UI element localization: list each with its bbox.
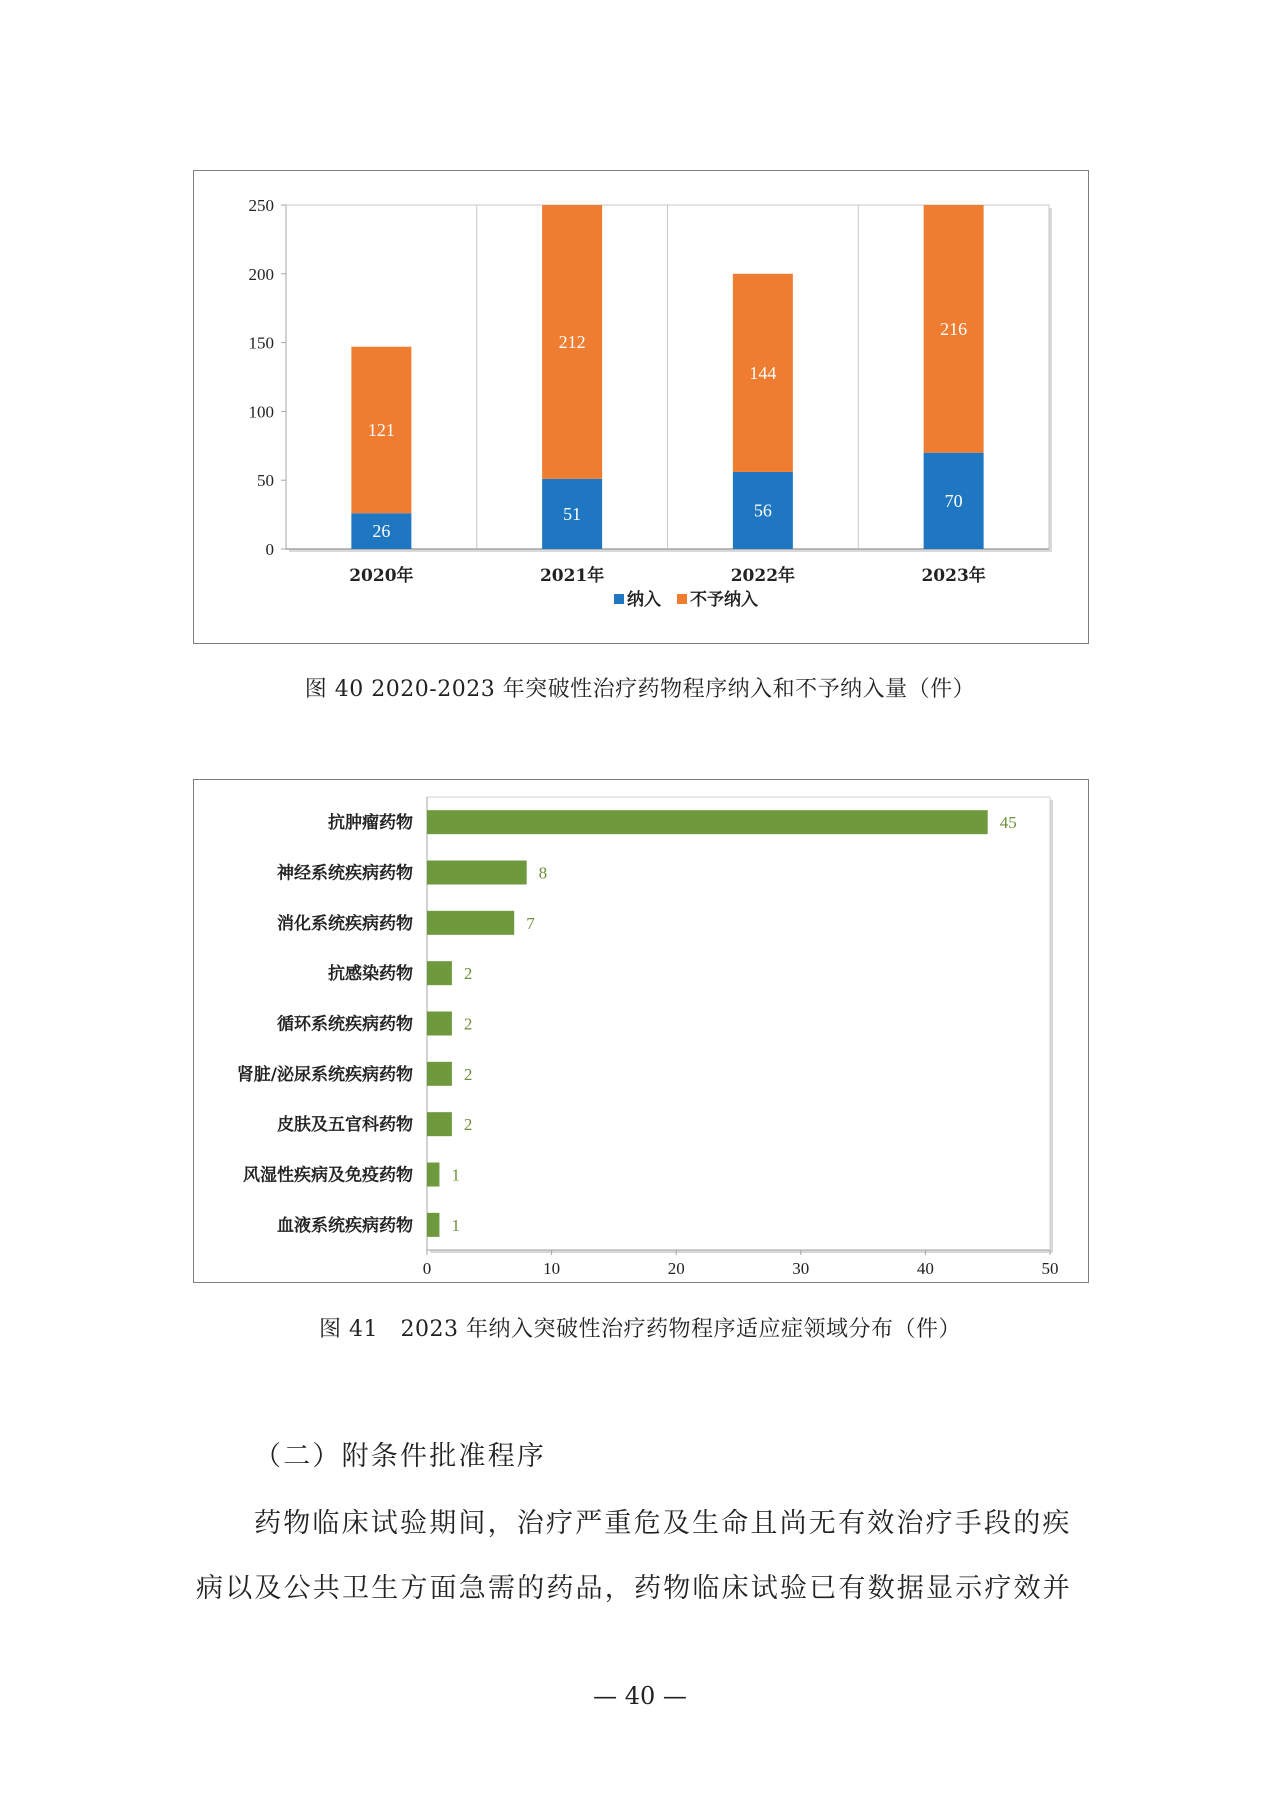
y-tick-label: 0 [265, 540, 274, 559]
data-label: 212 [558, 331, 586, 352]
category-label: 风湿性疾病及免疫药物 [243, 1165, 413, 1186]
category-label: 皮肤及五官科药物 [277, 1115, 413, 1136]
data-label: 8 [538, 863, 548, 883]
data-label: 45 [999, 813, 1017, 833]
bar [427, 961, 452, 985]
category-label: 神经系统疾病药物 [277, 863, 413, 884]
x-tick-label: 40 [916, 1259, 934, 1278]
stacked-bar-chart-box [193, 170, 1089, 644]
category-label: 循环系统疾病药物 [277, 1014, 413, 1035]
data-label: 1 [451, 1215, 460, 1235]
y-tick-label: 250 [248, 196, 274, 215]
category-label: 血液系统疾病药物 [277, 1215, 413, 1236]
x-tick-label: 0 [422, 1259, 432, 1278]
data-label: 2 [463, 964, 473, 984]
x-tick-label: 10 [543, 1259, 561, 1278]
data-label: 56 [753, 500, 772, 521]
data-label: 144 [749, 362, 777, 383]
horizontal-bar-chart [194, 780, 1087, 1281]
category-label: 肾脏/泌尿系统疾病药物 [236, 1064, 413, 1085]
figure-41-caption: 图 41 2023 年纳入突破性治疗药物程序适应症领域分布（件） [319, 1317, 961, 1342]
legend-label-not-included: 不予纳入 [690, 590, 758, 610]
y-tick-label: 100 [248, 402, 274, 422]
data-label: 1 [451, 1165, 460, 1185]
bar [427, 1062, 452, 1086]
section-heading: （二）附条件批准程序 [254, 1441, 546, 1472]
data-label: 2 [463, 1014, 473, 1034]
y-tick-label: 50 [257, 471, 274, 491]
legend-swatch-included [614, 594, 624, 604]
category-label: 抗感染药物 [328, 964, 413, 985]
bar [427, 1012, 452, 1036]
x-tick-label: 50 [1041, 1259, 1059, 1278]
stacked-bar-chart [194, 171, 1087, 642]
x-category-label: 2020年 [349, 566, 414, 586]
data-label: 51 [563, 503, 582, 524]
category-label: 抗肿瘤药物 [328, 813, 413, 834]
data-label: 70 [944, 490, 963, 511]
paragraph-line-1: 药物临床试验期间，治疗严重危及生命且尚无有效治疗手段的疾 [254, 1508, 1072, 1539]
horizontal-bar-chart-box [193, 779, 1089, 1283]
y-tick-label: 200 [248, 264, 274, 284]
legend-label-included: 纳入 [627, 590, 661, 610]
x-category-label: 2023年 [921, 566, 986, 586]
page-number: — 40 — [593, 1682, 687, 1710]
x-category-label: 2022年 [730, 566, 796, 586]
bar [427, 810, 988, 834]
data-label: 216 [940, 318, 968, 339]
x-tick-label: 30 [792, 1259, 810, 1278]
x-tick-label: 20 [667, 1259, 685, 1278]
bar [427, 1163, 439, 1187]
figure-40-caption: 图 40 2020-2023 年突破性治疗药物程序纳入和不予纳入量（件） [304, 677, 976, 702]
bar [427, 861, 527, 885]
data-label: 7 [526, 913, 535, 933]
category-label: 消化系统疾病药物 [277, 913, 413, 934]
data-label: 2 [463, 1115, 473, 1135]
legend-swatch-not-included [677, 594, 687, 604]
x-category-label: 2021年 [539, 566, 605, 586]
data-label: 2 [463, 1064, 473, 1084]
bar [427, 1213, 439, 1237]
data-label: 121 [367, 419, 395, 440]
bar [427, 1112, 452, 1136]
y-tick-label: 150 [248, 333, 274, 353]
paragraph-line-2: 病以及公共卫生方面急需的药品，药物临床试验已有数据显示疗效并 [196, 1573, 1072, 1604]
bar [427, 911, 514, 935]
data-label: 26 [372, 521, 391, 542]
